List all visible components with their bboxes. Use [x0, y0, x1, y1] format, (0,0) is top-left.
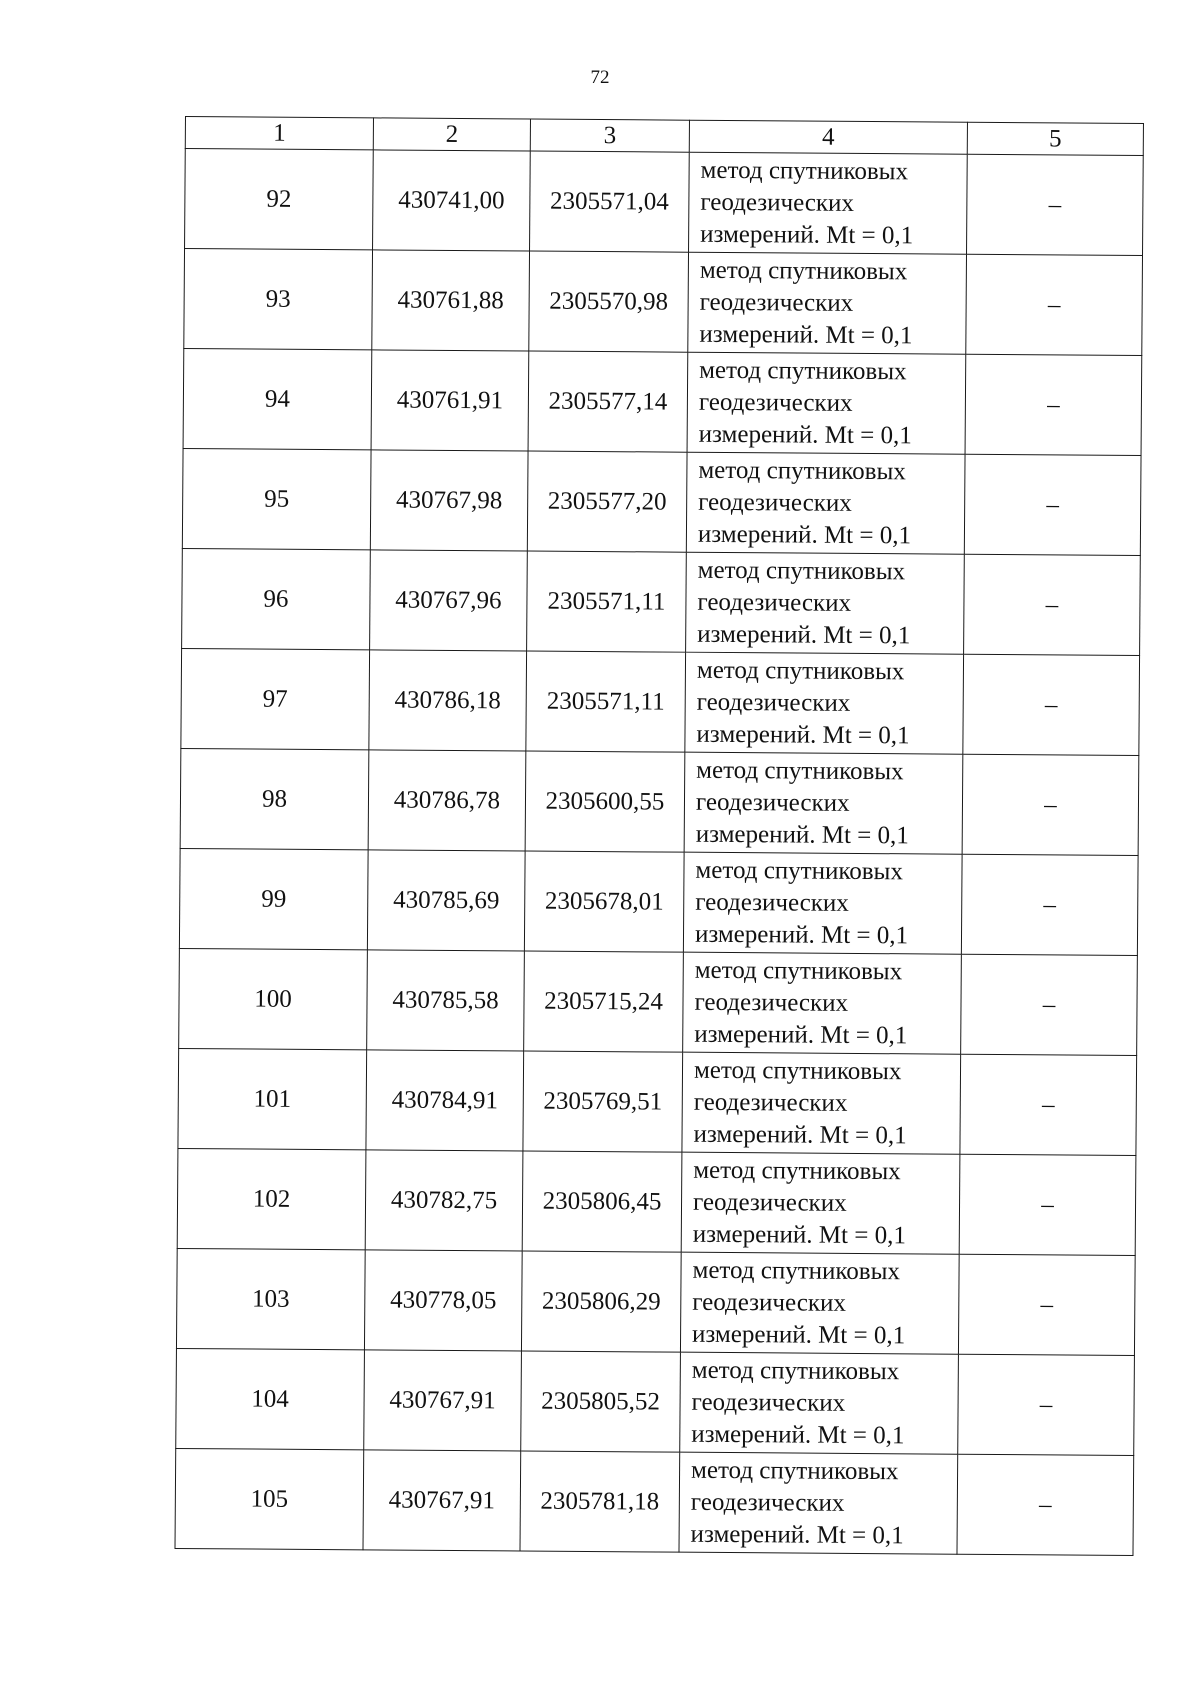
method-cell — [687, 352, 966, 454]
note-cell: – — [965, 354, 1142, 455]
point-number-cell: 95 — [182, 448, 371, 549]
note-cell: – — [959, 1154, 1136, 1255]
method-text-line: метод спутниковых — [692, 1256, 901, 1285]
point-number-cell: 102 — [177, 1148, 366, 1249]
method-text-line: геодезических — [691, 1388, 846, 1417]
method-text-line: метод спутниковых — [693, 1056, 902, 1085]
x-coordinate-cell: 430761,88 — [372, 250, 530, 351]
method-text-line: метод спутниковых — [699, 356, 907, 385]
y-coordinate-cell: 2305715,24 — [524, 951, 684, 1052]
table-row — [176, 1348, 1135, 1455]
method-cell — [683, 852, 962, 954]
method-text-line: геодезических — [692, 1288, 847, 1317]
column-header-1: 1 — [185, 117, 373, 150]
method-cell — [681, 1152, 960, 1254]
note-cell: – — [967, 154, 1144, 255]
method-text-line: метод спутниковых — [699, 256, 908, 285]
y-coordinate-cell: 2305570,98 — [529, 251, 689, 352]
point-number-cell: 99 — [179, 848, 368, 949]
method-text-line: геодезических — [697, 588, 852, 617]
x-coordinate-cell: 430785,69 — [367, 850, 525, 951]
y-coordinate-cell: 2305577,20 — [527, 451, 687, 552]
x-coordinate-cell: 430784,91 — [366, 1050, 524, 1151]
point-number-cell: 92 — [185, 149, 374, 250]
table-row — [176, 1248, 1135, 1355]
x-coordinate-cell: 430741,00 — [373, 150, 531, 251]
table-row — [180, 748, 1139, 855]
method-text-line: измерений. Mt = 0,1 — [694, 920, 909, 949]
y-coordinate-cell: 2305577,14 — [528, 351, 688, 452]
method-text-line: измерений. Mt = 0,1 — [692, 1220, 906, 1249]
method-text-line: измерений. Mt = 0,1 — [690, 1520, 904, 1549]
method-cell — [680, 1252, 959, 1354]
method-cell — [686, 552, 965, 654]
note-cell: – — [960, 1054, 1137, 1155]
note-cell: – — [963, 654, 1140, 755]
method-text-line: измерений. Mt = 0,1 — [691, 1320, 906, 1349]
method-text-line: геодезических — [694, 988, 849, 1017]
method-text-line: геодезических — [698, 388, 853, 417]
note-cell: – — [964, 454, 1141, 555]
y-coordinate-cell: 2305805,52 — [521, 1351, 681, 1452]
method-text-line: измерений. Mt = 0,1 — [693, 1120, 907, 1149]
table-row — [179, 948, 1138, 1055]
method-text-line: геодезических — [695, 888, 849, 917]
method-text-line: измерений. Mt = 0,1 — [697, 620, 911, 649]
column-header-5: 5 — [967, 122, 1143, 155]
method-text-line: геодезических — [690, 1488, 845, 1517]
table-body — [175, 149, 1143, 1556]
table-row — [175, 1448, 1134, 1555]
table-row — [182, 448, 1141, 555]
method-text-line: измерений. Mt = 0,1 — [691, 1420, 905, 1449]
table-row — [179, 848, 1138, 955]
method-text-line: метод спутниковых — [694, 956, 903, 985]
y-coordinate-cell: 2305571,11 — [527, 551, 687, 652]
note-cell: – — [966, 254, 1143, 355]
table-row — [183, 348, 1142, 455]
method-text-line: метод спутниковых — [698, 456, 906, 485]
method-text-line: измерений. Mt = 0,1 — [699, 320, 913, 349]
x-coordinate-cell: 430785,58 — [367, 950, 525, 1051]
method-cell — [685, 652, 964, 754]
note-cell: – — [961, 854, 1138, 955]
method-text-line: метод спутниковых — [697, 556, 906, 585]
x-coordinate-cell: 430767,91 — [364, 1350, 522, 1451]
point-number-cell: 97 — [181, 648, 370, 749]
method-cell — [680, 1352, 959, 1454]
point-number-cell: 101 — [178, 1048, 367, 1149]
method-text-line: геодезических — [692, 1188, 847, 1217]
method-cell — [688, 252, 967, 354]
point-number-cell: 104 — [176, 1348, 365, 1449]
method-cell — [683, 952, 962, 1054]
method-text-line: метод спутниковых — [691, 1356, 900, 1385]
column-header-4: 4 — [689, 120, 967, 154]
method-cell — [682, 1052, 961, 1154]
method-text-line: измерений. Mt = 0,1 — [700, 220, 914, 249]
table-row — [182, 548, 1141, 655]
page-number: 72 — [590, 67, 610, 88]
method-text-line: измерений. Mt = 0,1 — [695, 820, 909, 849]
point-number-cell: 103 — [176, 1248, 365, 1349]
table-row — [181, 648, 1140, 755]
x-coordinate-cell: 430778,05 — [364, 1250, 522, 1351]
table-row — [184, 249, 1143, 356]
note-cell: – — [961, 954, 1138, 1055]
point-number-cell: 94 — [183, 348, 372, 449]
method-cell — [686, 452, 965, 554]
method-text-line: геодезических — [696, 688, 851, 717]
method-text-line: метод спутниковых — [695, 856, 903, 885]
method-text-line: измерений. Mt = 0,1 — [697, 520, 912, 549]
method-text-line: метод спутниковых — [693, 1156, 901, 1185]
point-number-cell: 96 — [182, 548, 371, 649]
y-coordinate-cell: 2305806,29 — [521, 1251, 681, 1352]
method-text-line: геодезических — [695, 788, 850, 817]
x-coordinate-cell: 430782,75 — [365, 1150, 523, 1251]
method-cell — [684, 752, 963, 854]
x-coordinate-cell: 430761,91 — [371, 350, 529, 451]
column-header-2: 2 — [373, 118, 530, 151]
method-cell — [679, 1452, 958, 1554]
method-text-line: измерений. Mt = 0,1 — [698, 420, 912, 449]
x-coordinate-cell: 430767,96 — [370, 550, 528, 651]
point-number-cell: 93 — [184, 249, 373, 350]
point-number-cell: 105 — [175, 1448, 364, 1549]
y-coordinate-cell: 2305781,18 — [520, 1451, 680, 1552]
method-text-line: измерений. Mt = 0,1 — [696, 720, 910, 749]
method-text-line: геодезических — [699, 288, 854, 317]
note-cell: – — [958, 1354, 1135, 1455]
x-coordinate-cell: 430767,91 — [363, 1450, 521, 1551]
table-row — [185, 149, 1144, 256]
note-cell: – — [958, 1254, 1135, 1355]
y-coordinate-cell: 2305571,04 — [530, 151, 690, 252]
method-text-line: геодезических — [693, 1088, 848, 1117]
x-coordinate-cell: 430786,18 — [369, 650, 527, 751]
method-text-line: геодезических — [698, 488, 852, 517]
y-coordinate-cell: 2305769,51 — [523, 1051, 683, 1152]
method-text-line: метод спутниковых — [696, 656, 905, 685]
method-text-line: метод спутниковых — [700, 156, 909, 185]
y-coordinate-cell: 2305571,11 — [526, 651, 686, 752]
coordinates-table — [174, 116, 1143, 1556]
table-row — [178, 1048, 1137, 1155]
table-row — [177, 1148, 1136, 1255]
y-coordinate-cell: 2305806,45 — [522, 1151, 682, 1252]
method-text-line: метод спутниковых — [696, 756, 904, 785]
note-cell: – — [962, 754, 1139, 855]
y-coordinate-cell: 2305600,55 — [525, 751, 685, 852]
note-cell: – — [964, 554, 1141, 655]
method-cell — [689, 152, 968, 254]
method-text-line: геодезических — [700, 188, 855, 217]
point-number-cell: 100 — [179, 948, 368, 1049]
x-coordinate-cell: 430786,78 — [368, 750, 526, 851]
x-coordinate-cell: 430767,98 — [370, 450, 528, 551]
method-text-line: метод спутниковых — [690, 1456, 899, 1485]
note-cell: – — [957, 1454, 1134, 1555]
y-coordinate-cell: 2305678,01 — [524, 851, 684, 952]
point-number-cell: 98 — [180, 748, 369, 849]
column-header-3: 3 — [530, 119, 689, 152]
method-text-line: измерений. Mt = 0,1 — [694, 1020, 908, 1049]
